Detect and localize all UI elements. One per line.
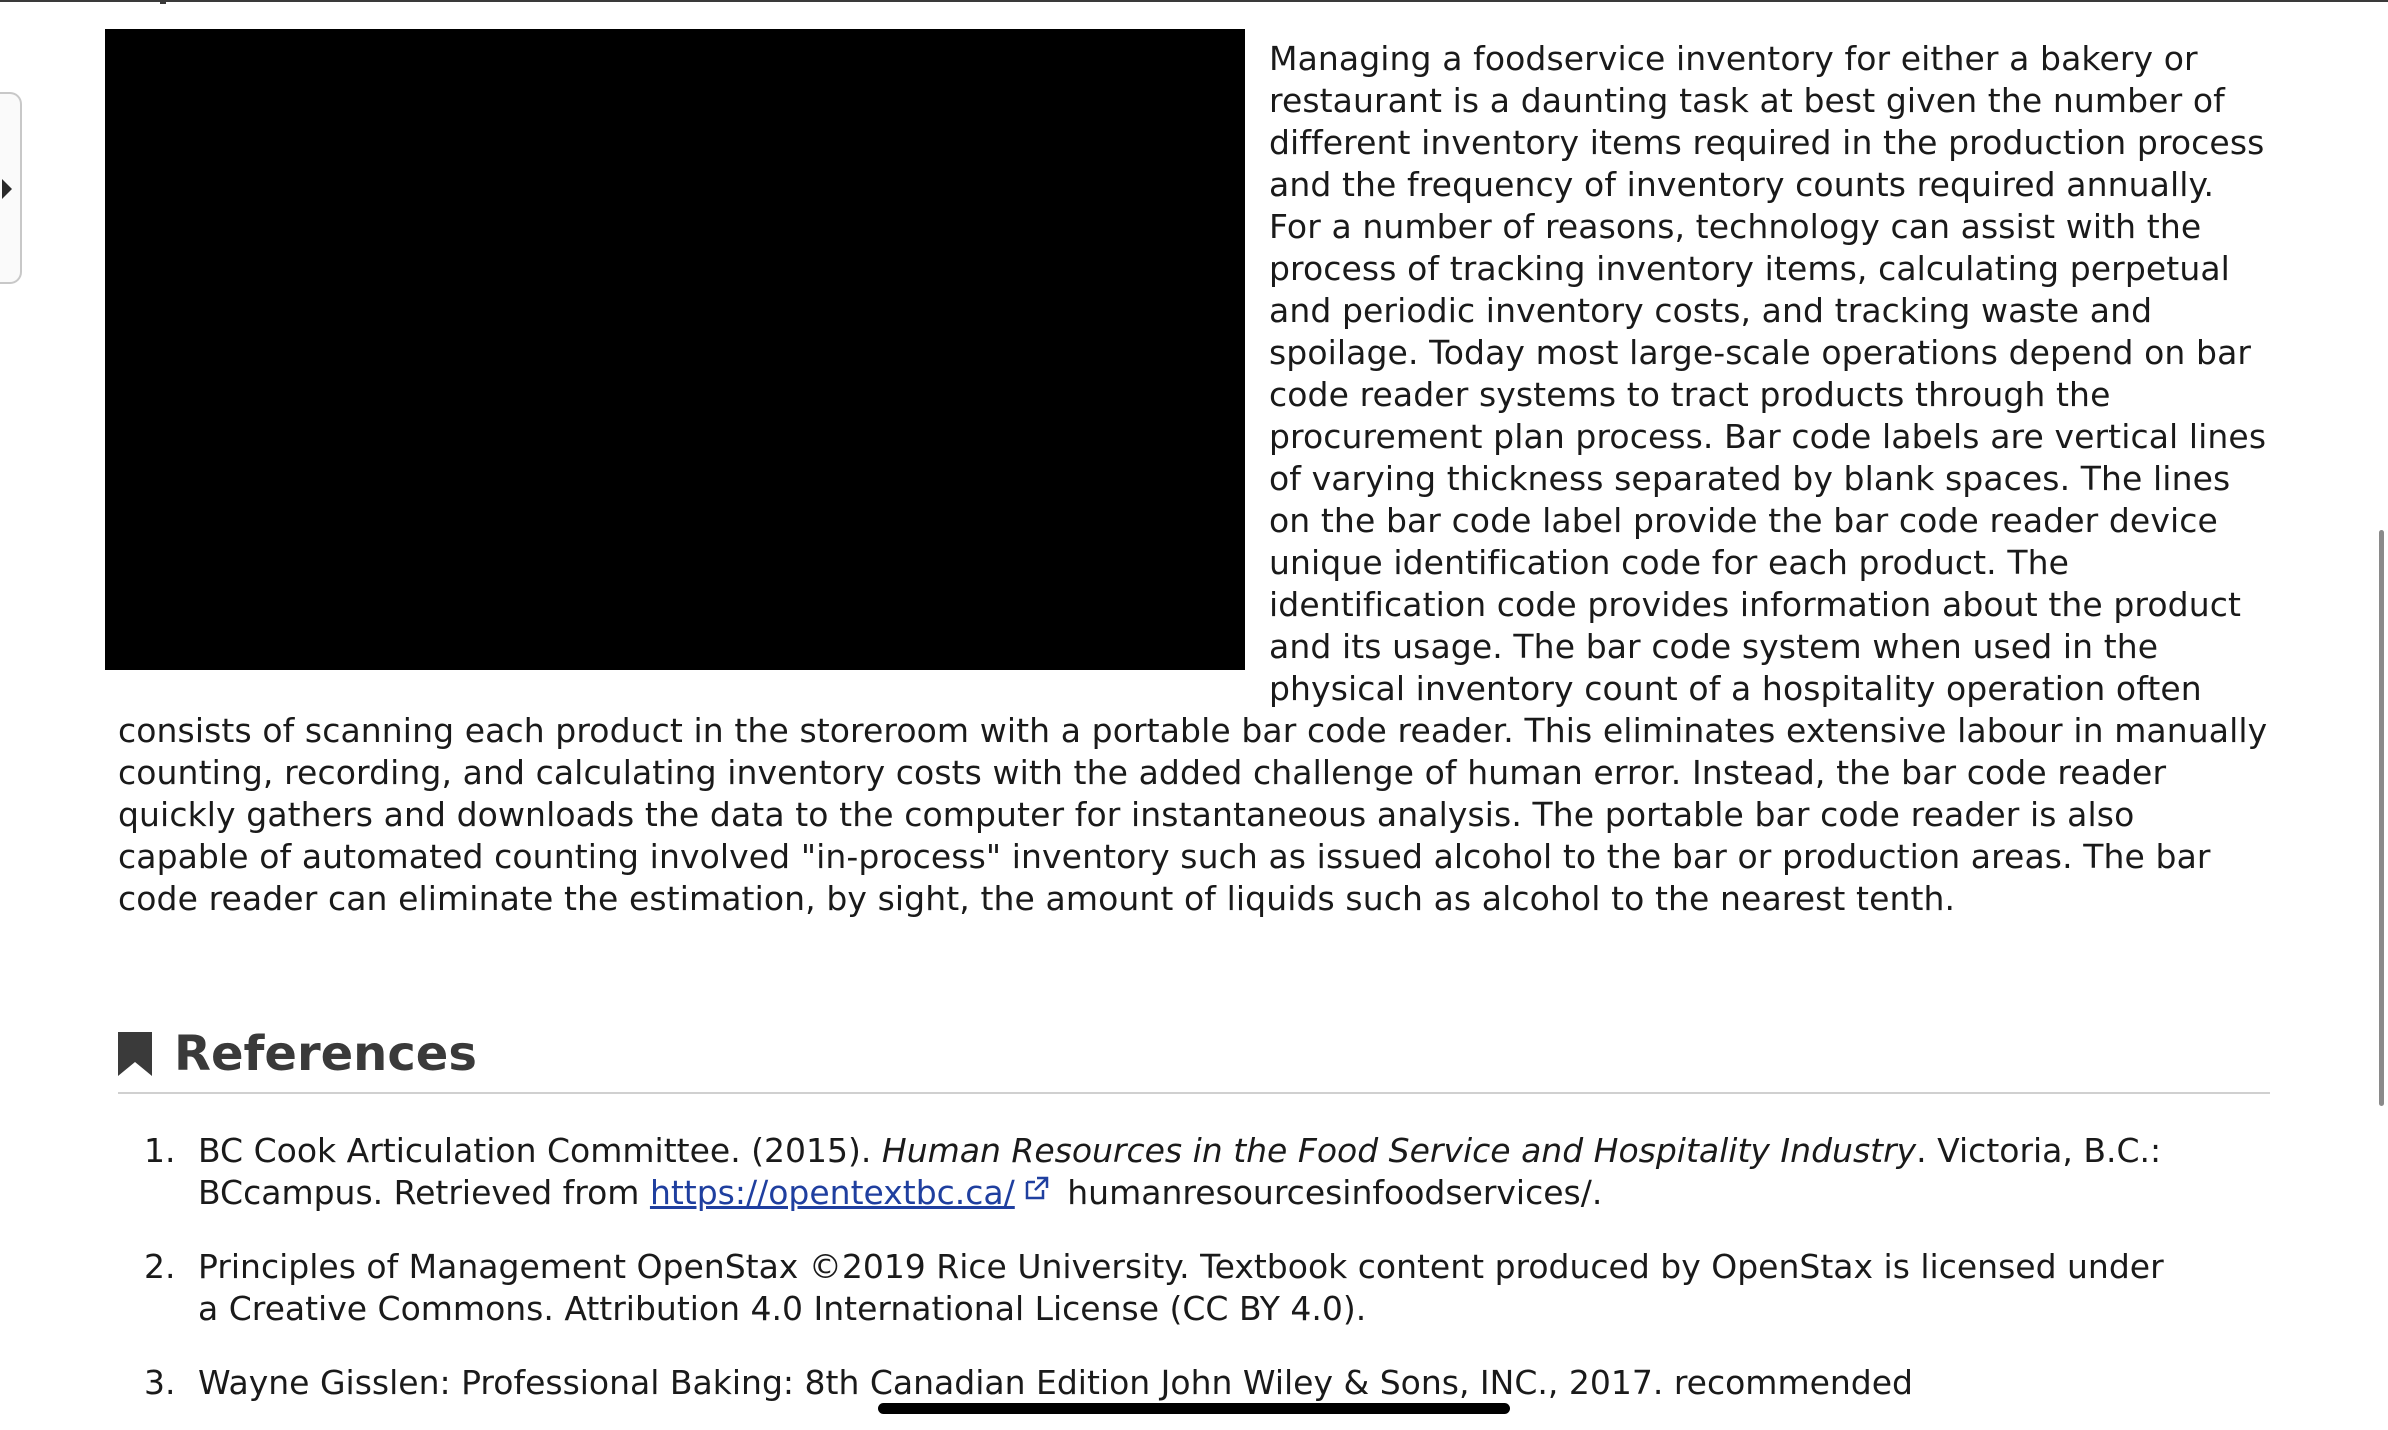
embedded-media[interactable]: [105, 29, 1245, 670]
reference-text: . Victoria, B.C.: BCcampus. Retrieved from: [198, 1131, 2162, 1212]
reference-text: BC Cook Articulation Committee. (2015).: [198, 1131, 882, 1170]
references-list: [118, 1130, 2178, 1430]
bookmark-icon: [118, 1032, 152, 1076]
body-paragraph: Managing a foodservice inventory for either a bakery or restaurant is a daunting task at best given the number of different inventory items required in the production process and the frequency of inventory counts required annually. For a number of reasons, technology can assist with the process of tracking inventory items, calculating perpetual and periodic inventory costs, and tracking waste and spoilage. Today most large-scale operations depend on bar code reader systems to tract products through the procurement plan process. Bar code labels are vertical lines of varying thickness separated by blank spaces. The lines on the bar code label provide the bar code reader device unique identification code for each product. The identification code provides information about the product and its usage. The bar code system when used in the physical inventory count of a hospitality operation often consists of scanning each product in the storeroom with a portable bar code reader. This eliminates extensive labour in manually counting, recording, and calculating inventory costs with the added challenge of human error. Instead, the bar code reader quickly gathers and downloads the data to the computer for instantaneous analysis. The portable bar code reader is also capable of automated counting involved "in-process" inventory such as issued alcohol to the bar or production areas. The bar code reader can eliminate the estimation, by sight, the amount of liquids such as alcohol to the nearest tenth.: [118, 39, 2268, 918]
reference-link[interactable]: https://opentextbc.ca/: [649, 1173, 1015, 1212]
top-divider-notch: [160, 0, 166, 4]
top-divider: [0, 0, 2388, 2]
reference-text: Principles of Management OpenStax ©2019 Rice University. Textbook content produced by OpenStax is licensed under a Creative Commons. Attribution 4.0 International License (CC BY 4.0).: [198, 1247, 2164, 1328]
main-content: [105, 29, 2270, 920]
list-item: [118, 1130, 2178, 1214]
reference-text: Wayne Gisslen: Professional Baking: 8th Canadian Edition John Wiley & Sons, INC., 2017. recommended: [198, 1363, 1914, 1402]
chevron-right-icon: [2, 179, 12, 199]
list-item: [118, 1246, 2178, 1330]
vertical-scrollbar[interactable]: [2374, 0, 2388, 1430]
external-link-icon: [1023, 1174, 1051, 1202]
reference-title: Human Resources in the Food Service and Hospitality Industry: [881, 1131, 1917, 1170]
sidebar-toggle-button[interactable]: [0, 92, 22, 284]
list-item: [118, 1362, 2178, 1404]
reference-text: humanresourcesinfoodservices/.: [1056, 1173, 1603, 1212]
list-item-number: 2.: [144, 1247, 176, 1286]
list-item-number: 3.: [144, 1363, 176, 1402]
home-indicator[interactable]: [878, 1403, 1510, 1414]
references-title: References: [174, 1026, 477, 1082]
list-item-number: 1.: [144, 1131, 176, 1170]
scrollbar-thumb[interactable]: [2379, 530, 2384, 1106]
references-heading: [118, 1016, 2270, 1094]
